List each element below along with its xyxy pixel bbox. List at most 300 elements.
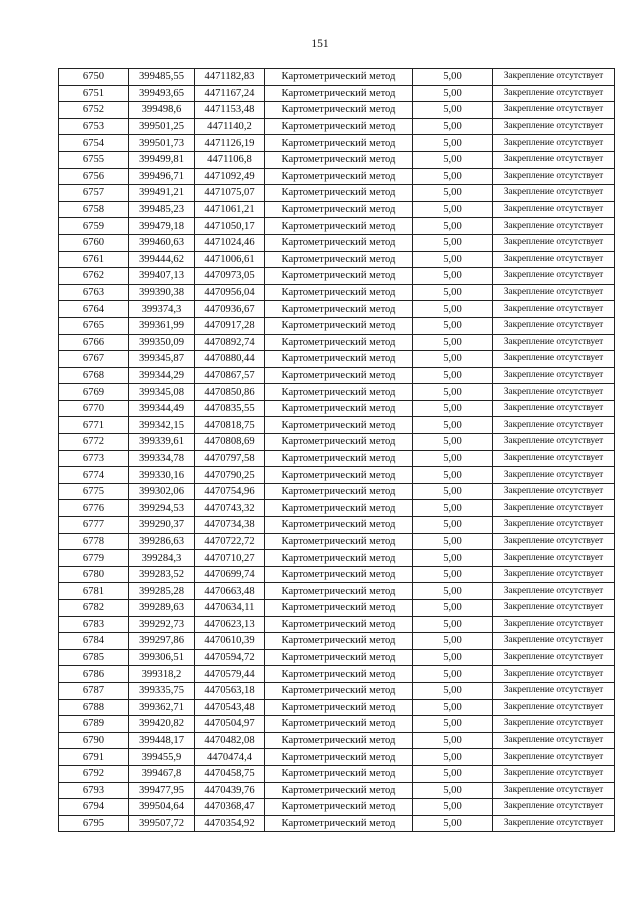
status-cell: Закрепление отсутствует [493, 732, 615, 749]
table-row [59, 483, 615, 500]
method-cell: Картометрический метод [265, 699, 413, 716]
accuracy-cell: 5,00 [413, 517, 493, 534]
point-number-cell: 6793 [59, 782, 129, 799]
status-cell: Закрепление отсутствует [493, 749, 615, 766]
x-coordinate-cell: 399479,18 [129, 218, 195, 235]
point-number-cell: 6791 [59, 749, 129, 766]
accuracy-cell: 5,00 [413, 434, 493, 451]
status-cell: Закрепление отсутствует [493, 234, 615, 251]
table-row [59, 500, 615, 517]
table-row [59, 85, 615, 102]
x-coordinate-cell: 399350,09 [129, 334, 195, 351]
table-row [59, 749, 615, 766]
x-coordinate-cell: 399507,72 [129, 815, 195, 832]
point-number-cell: 6787 [59, 682, 129, 699]
y-coordinate-cell: 4470354,92 [195, 815, 265, 832]
status-cell: Закрепление отсутствует [493, 799, 615, 816]
y-coordinate-cell: 4470790,25 [195, 467, 265, 484]
status-cell: Закрепление отсутствует [493, 185, 615, 202]
table-row [59, 649, 615, 666]
point-number-cell: 6754 [59, 135, 129, 152]
method-cell: Картометрический метод [265, 517, 413, 534]
accuracy-cell: 5,00 [413, 765, 493, 782]
point-number-cell: 6778 [59, 533, 129, 550]
method-cell: Картометрический метод [265, 417, 413, 434]
x-coordinate-cell: 399330,16 [129, 467, 195, 484]
y-coordinate-cell: 4470439,76 [195, 782, 265, 799]
accuracy-cell: 5,00 [413, 218, 493, 235]
point-number-cell: 6770 [59, 400, 129, 417]
accuracy-cell: 5,00 [413, 168, 493, 185]
method-cell: Картометрический метод [265, 400, 413, 417]
x-coordinate-cell: 399345,08 [129, 384, 195, 401]
y-coordinate-cell: 4470835,55 [195, 400, 265, 417]
status-cell: Закрепление отсутствует [493, 168, 615, 185]
point-number-cell: 6750 [59, 69, 129, 86]
point-number-cell: 6795 [59, 815, 129, 832]
y-coordinate-cell: 4470594,72 [195, 649, 265, 666]
x-coordinate-cell: 399460,63 [129, 234, 195, 251]
accuracy-cell: 5,00 [413, 351, 493, 368]
status-cell: Закрепление отсутствует [493, 85, 615, 102]
point-number-cell: 6784 [59, 633, 129, 650]
method-cell: Картометрический метод [265, 600, 413, 617]
accuracy-cell: 5,00 [413, 284, 493, 301]
point-number-cell: 6756 [59, 168, 129, 185]
y-coordinate-cell: 4471153,48 [195, 102, 265, 119]
status-cell: Закрепление отсутствует [493, 765, 615, 782]
point-number-cell: 6772 [59, 434, 129, 451]
status-cell: Закрепление отсутствует [493, 151, 615, 168]
accuracy-cell: 5,00 [413, 135, 493, 152]
y-coordinate-cell: 4470368,47 [195, 799, 265, 816]
y-coordinate-cell: 4470973,05 [195, 268, 265, 285]
x-coordinate-cell: 399302,06 [129, 483, 195, 500]
point-number-cell: 6759 [59, 218, 129, 235]
table-row [59, 251, 615, 268]
x-coordinate-cell: 399498,6 [129, 102, 195, 119]
table-row [59, 301, 615, 318]
table-row [59, 682, 615, 699]
table-row [59, 732, 615, 749]
y-coordinate-cell: 4470743,32 [195, 500, 265, 517]
status-cell: Закрепление отсутствует [493, 367, 615, 384]
point-number-cell: 6790 [59, 732, 129, 749]
x-coordinate-cell: 399297,86 [129, 633, 195, 650]
y-coordinate-cell: 4470722,72 [195, 533, 265, 550]
accuracy-cell: 5,00 [413, 234, 493, 251]
point-number-cell: 6753 [59, 118, 129, 135]
table-row [59, 317, 615, 334]
table-row [59, 135, 615, 152]
point-number-cell: 6781 [59, 583, 129, 600]
x-coordinate-cell: 399318,2 [129, 666, 195, 683]
table-row [59, 434, 615, 451]
status-cell: Закрепление отсутствует [493, 550, 615, 567]
accuracy-cell: 5,00 [413, 450, 493, 467]
x-coordinate-cell: 399448,17 [129, 732, 195, 749]
x-coordinate-cell: 399485,23 [129, 201, 195, 218]
x-coordinate-cell: 399335,75 [129, 682, 195, 699]
x-coordinate-cell: 399306,51 [129, 649, 195, 666]
table-row [59, 782, 615, 799]
table-row [59, 699, 615, 716]
table-row [59, 417, 615, 434]
point-number-cell: 6761 [59, 251, 129, 268]
accuracy-cell: 5,00 [413, 583, 493, 600]
point-number-cell: 6766 [59, 334, 129, 351]
y-coordinate-cell: 4471140,2 [195, 118, 265, 135]
y-coordinate-cell: 4471106,8 [195, 151, 265, 168]
method-cell: Картометрический метод [265, 799, 413, 816]
method-cell: Картометрический метод [265, 815, 413, 832]
table-row [59, 69, 615, 86]
table-row [59, 566, 615, 583]
table-row [59, 633, 615, 650]
status-cell: Закрепление отсутствует [493, 682, 615, 699]
method-cell: Картометрический метод [265, 85, 413, 102]
method-cell: Картометрический метод [265, 384, 413, 401]
status-cell: Закрепление отсутствует [493, 500, 615, 517]
accuracy-cell: 5,00 [413, 85, 493, 102]
method-cell: Картометрический метод [265, 284, 413, 301]
table-row [59, 666, 615, 683]
y-coordinate-cell: 4471167,24 [195, 85, 265, 102]
point-number-cell: 6751 [59, 85, 129, 102]
y-coordinate-cell: 4470818,75 [195, 417, 265, 434]
x-coordinate-cell: 399345,87 [129, 351, 195, 368]
point-number-cell: 6769 [59, 384, 129, 401]
accuracy-cell: 5,00 [413, 251, 493, 268]
method-cell: Картометрический метод [265, 251, 413, 268]
status-cell: Закрепление отсутствует [493, 301, 615, 318]
y-coordinate-cell: 4471092,49 [195, 168, 265, 185]
status-cell: Закрепление отсутствует [493, 268, 615, 285]
method-cell: Картометрический метод [265, 135, 413, 152]
point-number-cell: 6779 [59, 550, 129, 567]
table-row [59, 533, 615, 550]
accuracy-cell: 5,00 [413, 550, 493, 567]
accuracy-cell: 5,00 [413, 102, 493, 119]
y-coordinate-cell: 4470867,57 [195, 367, 265, 384]
method-cell: Картометрический метод [265, 69, 413, 86]
accuracy-cell: 5,00 [413, 417, 493, 434]
status-cell: Закрепление отсутствует [493, 218, 615, 235]
accuracy-cell: 5,00 [413, 716, 493, 733]
status-cell: Закрепление отсутствует [493, 118, 615, 135]
method-cell: Картометрический метод [265, 749, 413, 766]
point-number-cell: 6780 [59, 566, 129, 583]
accuracy-cell: 5,00 [413, 69, 493, 86]
status-cell: Закрепление отсутствует [493, 533, 615, 550]
status-cell: Закрепление отсутствует [493, 384, 615, 401]
y-coordinate-cell: 4470699,74 [195, 566, 265, 583]
method-cell: Картометрический метод [265, 301, 413, 318]
y-coordinate-cell: 4470956,04 [195, 284, 265, 301]
x-coordinate-cell: 399286,63 [129, 533, 195, 550]
status-cell: Закрепление отсутствует [493, 317, 615, 334]
point-number-cell: 6782 [59, 600, 129, 617]
y-coordinate-cell: 4471182,83 [195, 69, 265, 86]
y-coordinate-cell: 4471006,61 [195, 251, 265, 268]
accuracy-cell: 5,00 [413, 566, 493, 583]
accuracy-cell: 5,00 [413, 185, 493, 202]
x-coordinate-cell: 399501,25 [129, 118, 195, 135]
x-coordinate-cell: 399501,73 [129, 135, 195, 152]
x-coordinate-cell: 399390,38 [129, 284, 195, 301]
x-coordinate-cell: 399294,53 [129, 500, 195, 517]
method-cell: Картометрический метод [265, 649, 413, 666]
status-cell: Закрепление отсутствует [493, 351, 615, 368]
y-coordinate-cell: 4470610,39 [195, 633, 265, 650]
method-cell: Картометрический метод [265, 616, 413, 633]
method-cell: Картометрический метод [265, 682, 413, 699]
y-coordinate-cell: 4470543,48 [195, 699, 265, 716]
accuracy-cell: 5,00 [413, 483, 493, 500]
accuracy-cell: 5,00 [413, 666, 493, 683]
y-coordinate-cell: 4470917,28 [195, 317, 265, 334]
point-number-cell: 6764 [59, 301, 129, 318]
status-cell: Закрепление отсутствует [493, 716, 615, 733]
point-number-cell: 6752 [59, 102, 129, 119]
x-coordinate-cell: 399362,71 [129, 699, 195, 716]
accuracy-cell: 5,00 [413, 500, 493, 517]
x-coordinate-cell: 399339,61 [129, 434, 195, 451]
point-number-cell: 6788 [59, 699, 129, 716]
method-cell: Картометрический метод [265, 583, 413, 600]
point-number-cell: 6786 [59, 666, 129, 683]
y-coordinate-cell: 4470458,75 [195, 765, 265, 782]
y-coordinate-cell: 4470734,38 [195, 517, 265, 534]
method-cell: Картометрический метод [265, 367, 413, 384]
method-cell: Картометрический метод [265, 566, 413, 583]
status-cell: Закрепление отсутствует [493, 417, 615, 434]
table-row [59, 583, 615, 600]
accuracy-cell: 5,00 [413, 533, 493, 550]
table-row [59, 467, 615, 484]
point-number-cell: 6768 [59, 367, 129, 384]
table-row [59, 185, 615, 202]
table-row [59, 799, 615, 816]
method-cell: Картометрический метод [265, 218, 413, 235]
point-number-cell: 6777 [59, 517, 129, 534]
accuracy-cell: 5,00 [413, 649, 493, 666]
table-row [59, 550, 615, 567]
table-row [59, 118, 615, 135]
coordinates-table [58, 68, 615, 832]
x-coordinate-cell: 399499,81 [129, 151, 195, 168]
y-coordinate-cell: 4470936,67 [195, 301, 265, 318]
x-coordinate-cell: 399407,13 [129, 268, 195, 285]
method-cell: Картометрический метод [265, 317, 413, 334]
method-cell: Картометрический метод [265, 483, 413, 500]
point-number-cell: 6783 [59, 616, 129, 633]
y-coordinate-cell: 4470623,13 [195, 616, 265, 633]
point-number-cell: 6760 [59, 234, 129, 251]
method-cell: Картометрический метод [265, 732, 413, 749]
y-coordinate-cell: 4470563,18 [195, 682, 265, 699]
x-coordinate-cell: 399493,65 [129, 85, 195, 102]
table-row [59, 367, 615, 384]
point-number-cell: 6771 [59, 417, 129, 434]
table-row [59, 351, 615, 368]
y-coordinate-cell: 4470710,27 [195, 550, 265, 567]
accuracy-cell: 5,00 [413, 384, 493, 401]
table-row [59, 517, 615, 534]
accuracy-cell: 5,00 [413, 682, 493, 699]
table-row [59, 384, 615, 401]
method-cell: Картометрический метод [265, 201, 413, 218]
point-number-cell: 6763 [59, 284, 129, 301]
point-number-cell: 6794 [59, 799, 129, 816]
y-coordinate-cell: 4471050,17 [195, 218, 265, 235]
method-cell: Картометрический метод [265, 434, 413, 451]
y-coordinate-cell: 4471126,19 [195, 135, 265, 152]
accuracy-cell: 5,00 [413, 699, 493, 716]
status-cell: Закрепление отсутствует [493, 782, 615, 799]
accuracy-cell: 5,00 [413, 317, 493, 334]
x-coordinate-cell: 399467,8 [129, 765, 195, 782]
y-coordinate-cell: 4471024,46 [195, 234, 265, 251]
table-row [59, 334, 615, 351]
accuracy-cell: 5,00 [413, 782, 493, 799]
x-coordinate-cell: 399334,78 [129, 450, 195, 467]
method-cell: Картометрический метод [265, 500, 413, 517]
point-number-cell: 6757 [59, 185, 129, 202]
status-cell: Закрепление отсутствует [493, 201, 615, 218]
accuracy-cell: 5,00 [413, 118, 493, 135]
x-coordinate-cell: 399342,15 [129, 417, 195, 434]
y-coordinate-cell: 4471061,21 [195, 201, 265, 218]
status-cell: Закрепление отсутствует [493, 633, 615, 650]
point-number-cell: 6762 [59, 268, 129, 285]
status-cell: Закрепление отсутствует [493, 666, 615, 683]
x-coordinate-cell: 399361,99 [129, 317, 195, 334]
accuracy-cell: 5,00 [413, 799, 493, 816]
status-cell: Закрепление отсутствует [493, 400, 615, 417]
x-coordinate-cell: 399491,21 [129, 185, 195, 202]
status-cell: Закрепление отсутствует [493, 483, 615, 500]
y-coordinate-cell: 4470579,44 [195, 666, 265, 683]
x-coordinate-cell: 399455,9 [129, 749, 195, 766]
y-coordinate-cell: 4470634,11 [195, 600, 265, 617]
method-cell: Картометрический метод [265, 168, 413, 185]
x-coordinate-cell: 399289,63 [129, 600, 195, 617]
y-coordinate-cell: 4470892,74 [195, 334, 265, 351]
method-cell: Картометрический метод [265, 550, 413, 567]
y-coordinate-cell: 4471075,07 [195, 185, 265, 202]
method-cell: Картометрический метод [265, 633, 413, 650]
status-cell: Закрепление отсутствует [493, 102, 615, 119]
accuracy-cell: 5,00 [413, 301, 493, 318]
x-coordinate-cell: 399504,64 [129, 799, 195, 816]
x-coordinate-cell: 399285,28 [129, 583, 195, 600]
table-row [59, 716, 615, 733]
x-coordinate-cell: 399290,37 [129, 517, 195, 534]
point-number-cell: 6776 [59, 500, 129, 517]
point-number-cell: 6792 [59, 765, 129, 782]
table-row [59, 450, 615, 467]
method-cell: Картометрический метод [265, 765, 413, 782]
table-row [59, 234, 615, 251]
status-cell: Закрепление отсутствует [493, 583, 615, 600]
status-cell: Закрепление отсутствует [493, 616, 615, 633]
table-row [59, 765, 615, 782]
status-cell: Закрепление отсутствует [493, 450, 615, 467]
status-cell: Закрепление отсутствует [493, 815, 615, 832]
status-cell: Закрепление отсутствует [493, 434, 615, 451]
method-cell: Картометрический метод [265, 351, 413, 368]
point-number-cell: 6773 [59, 450, 129, 467]
accuracy-cell: 5,00 [413, 600, 493, 617]
y-coordinate-cell: 4470474,4 [195, 749, 265, 766]
x-coordinate-cell: 399283,52 [129, 566, 195, 583]
accuracy-cell: 5,00 [413, 467, 493, 484]
x-coordinate-cell: 399485,55 [129, 69, 195, 86]
accuracy-cell: 5,00 [413, 749, 493, 766]
status-cell: Закрепление отсутствует [493, 251, 615, 268]
point-number-cell: 6755 [59, 151, 129, 168]
status-cell: Закрепление отсутствует [493, 699, 615, 716]
accuracy-cell: 5,00 [413, 616, 493, 633]
method-cell: Картометрический метод [265, 118, 413, 135]
method-cell: Картометрический метод [265, 666, 413, 683]
x-coordinate-cell: 399477,95 [129, 782, 195, 799]
accuracy-cell: 5,00 [413, 732, 493, 749]
point-number-cell: 6774 [59, 467, 129, 484]
status-cell: Закрепление отсутствует [493, 600, 615, 617]
accuracy-cell: 5,00 [413, 633, 493, 650]
status-cell: Закрепление отсутствует [493, 69, 615, 86]
y-coordinate-cell: 4470850,86 [195, 384, 265, 401]
y-coordinate-cell: 4470880,44 [195, 351, 265, 368]
status-cell: Закрепление отсутствует [493, 135, 615, 152]
accuracy-cell: 5,00 [413, 268, 493, 285]
method-cell: Картометрический метод [265, 533, 413, 550]
y-coordinate-cell: 4470754,96 [195, 483, 265, 500]
point-number-cell: 6789 [59, 716, 129, 733]
method-cell: Картометрический метод [265, 782, 413, 799]
x-coordinate-cell: 399344,49 [129, 400, 195, 417]
table-row [59, 201, 615, 218]
method-cell: Картометрический метод [265, 102, 413, 119]
table-row [59, 400, 615, 417]
method-cell: Картометрический метод [265, 185, 413, 202]
accuracy-cell: 5,00 [413, 334, 493, 351]
y-coordinate-cell: 4470482,08 [195, 732, 265, 749]
table-row [59, 102, 615, 119]
x-coordinate-cell: 399496,71 [129, 168, 195, 185]
x-coordinate-cell: 399374,3 [129, 301, 195, 318]
method-cell: Картометрический метод [265, 334, 413, 351]
table-row [59, 815, 615, 832]
table-row [59, 268, 615, 285]
status-cell: Закрепление отсутствует [493, 566, 615, 583]
table-row [59, 168, 615, 185]
table-body [59, 69, 615, 832]
y-coordinate-cell: 4470663,48 [195, 583, 265, 600]
accuracy-cell: 5,00 [413, 201, 493, 218]
x-coordinate-cell: 399284,3 [129, 550, 195, 567]
point-number-cell: 6765 [59, 317, 129, 334]
method-cell: Картометрический метод [265, 268, 413, 285]
table-row [59, 600, 615, 617]
table-row [59, 616, 615, 633]
method-cell: Картометрический метод [265, 151, 413, 168]
accuracy-cell: 5,00 [413, 151, 493, 168]
method-cell: Картометрический метод [265, 467, 413, 484]
table-row [59, 151, 615, 168]
